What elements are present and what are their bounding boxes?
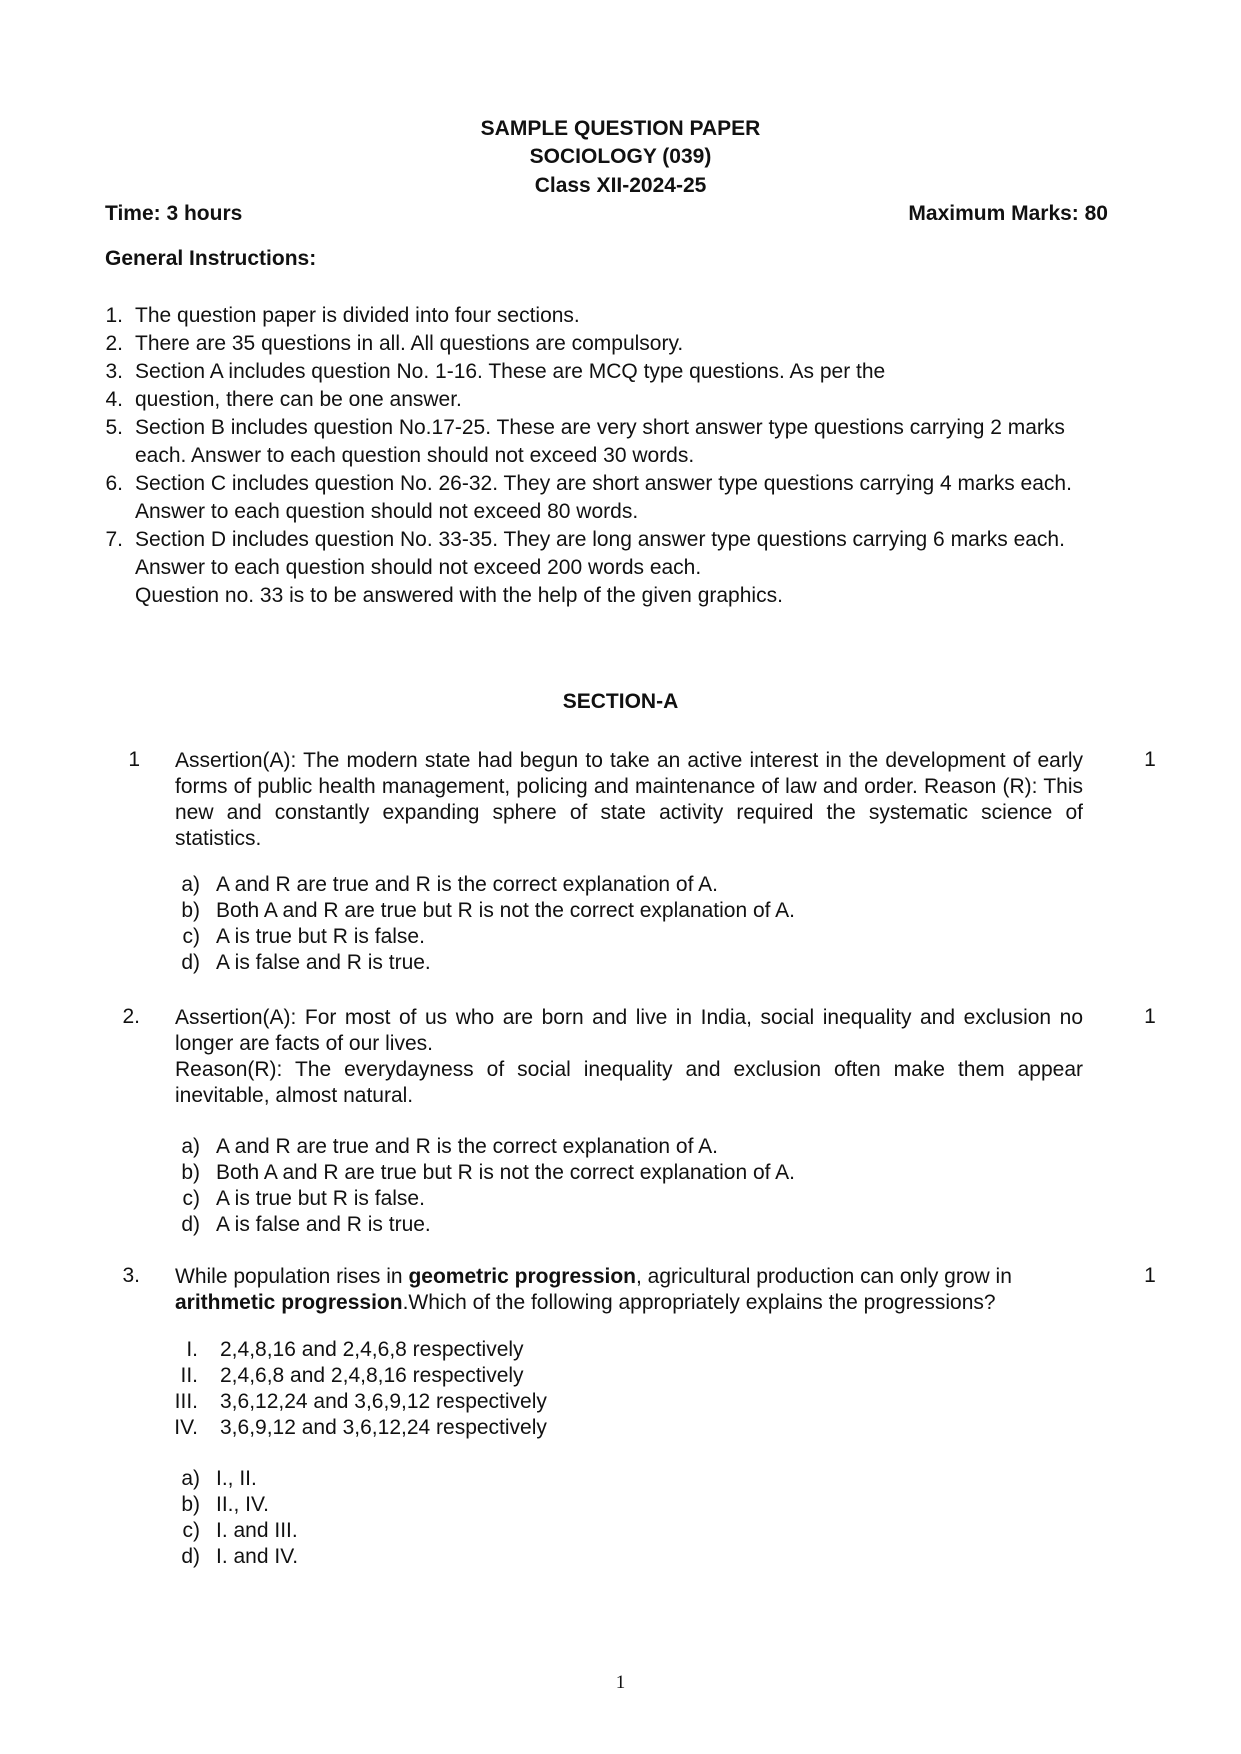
statement-item bbox=[150, 1337, 524, 1363]
instruction-item bbox=[93, 414, 1173, 442]
instruction-text: question, there can be one answer. bbox=[135, 388, 462, 411]
option-text: A is false and R is true. bbox=[216, 1213, 431, 1236]
question-number: 1 bbox=[128, 748, 140, 771]
statement-item bbox=[150, 1363, 524, 1389]
assertion-text: Assertion(A): For most of us who are born and live in India, social inequality and exclusion no longer are facts of our lives. bbox=[175, 1006, 1083, 1055]
option-item bbox=[172, 872, 718, 898]
question-marks: 1 bbox=[1144, 1264, 1156, 1287]
question-marks: 1 bbox=[1144, 1005, 1156, 1028]
instruction-continuation bbox=[93, 554, 1173, 582]
instruction-text: Question no. 33 is to be answered with the help of the given graphics. bbox=[135, 584, 783, 607]
option-item bbox=[172, 1492, 269, 1518]
instruction-item bbox=[93, 330, 1173, 358]
option-text: A and R are true and R is the correct explanation of A. bbox=[216, 1135, 718, 1158]
statement-label: I. bbox=[186, 1338, 198, 1361]
instruction-continuation bbox=[93, 442, 1173, 470]
statement-text: 3,6,12,24 and 3,6,9,12 respectively bbox=[220, 1390, 547, 1413]
option-label: a) bbox=[181, 1135, 200, 1158]
instruction-text: There are 35 questions in all. All questions are compulsory. bbox=[135, 332, 684, 355]
instruction-text: Section C includes question No. 26-32. They are short answer type questions carrying 4 marks each. bbox=[135, 472, 1072, 495]
instruction-number: 4. bbox=[105, 388, 123, 411]
question-text-part: While population rises in bbox=[175, 1265, 409, 1288]
option-text: A is true but R is false. bbox=[216, 1187, 425, 1210]
option-text: A is false and R is true. bbox=[216, 951, 431, 974]
statement-label: II. bbox=[180, 1364, 198, 1387]
option-item bbox=[172, 1544, 298, 1570]
instruction-continuation bbox=[93, 582, 1173, 610]
time-allowed: Time: 3 hours bbox=[105, 202, 243, 225]
instruction-text: The question paper is divided into four sections. bbox=[135, 304, 580, 327]
instruction-number: 3. bbox=[105, 360, 123, 383]
option-item bbox=[172, 898, 795, 924]
option-label: b) bbox=[181, 1493, 200, 1516]
instruction-text: Section A includes question No. 1-16. These are MCQ type questions. As per the bbox=[135, 360, 886, 383]
instruction-text: Section B includes question No.17-25. These are very short answer type questions carrying 2 marks bbox=[135, 416, 1065, 439]
instruction-item bbox=[93, 358, 1173, 386]
option-label: d) bbox=[181, 951, 200, 974]
option-item bbox=[172, 1186, 425, 1212]
question-text: Assertion(A): The modern state had begun to take an active interest in the development of early forms of public health management, policing and maintenance of law and order. Reason (R): This new and constantly expanding sphere of state activity required the systematic science of statistics. bbox=[175, 749, 1083, 850]
question-text-part: , agricultural production can only grow in bbox=[636, 1265, 1012, 1288]
option-item bbox=[172, 1466, 257, 1492]
instruction-text: Answer to each question should not exceed 80 words. bbox=[135, 500, 639, 523]
option-text: II., IV. bbox=[216, 1493, 269, 1516]
option-text: I., II. bbox=[216, 1467, 257, 1490]
paper-class: Class XII-2024-25 bbox=[534, 174, 707, 197]
option-text: I. and IV. bbox=[216, 1545, 299, 1568]
instructions-heading: General Instructions: bbox=[105, 247, 317, 270]
question-number: 2. bbox=[122, 1005, 140, 1028]
instruction-text: Section D includes question No. 33-35. They are long answer type questions carrying 6 marks each. bbox=[135, 528, 1065, 551]
option-label: c) bbox=[182, 1519, 200, 1542]
option-item bbox=[172, 1134, 718, 1160]
arithmetic-progression-term: arithmetic progression bbox=[175, 1291, 403, 1314]
statement-item bbox=[150, 1389, 547, 1415]
instruction-item bbox=[93, 302, 1173, 330]
statement-text: 3,6,9,12 and 3,6,12,24 respectively bbox=[220, 1416, 547, 1439]
option-label: a) bbox=[181, 873, 200, 896]
paper-subject: SOCIOLOGY (039) bbox=[529, 145, 712, 168]
statement-item bbox=[150, 1415, 547, 1441]
option-label: b) bbox=[181, 1161, 200, 1184]
instruction-text: Answer to each question should not exceed 200 words each. bbox=[135, 556, 702, 579]
instruction-number: 6. bbox=[105, 472, 123, 495]
question-number: 3. bbox=[122, 1264, 140, 1287]
general-instructions-list bbox=[93, 302, 1173, 610]
option-item bbox=[172, 924, 425, 950]
option-text: Both A and R are true but R is not the correct explanation of A. bbox=[216, 1161, 796, 1184]
option-label: b) bbox=[181, 899, 200, 922]
instruction-number: 1. bbox=[105, 304, 123, 327]
question-text bbox=[175, 1264, 1083, 1316]
reason-text: Reason(R): The everydayness of social inequality and exclusion often make them appear inevitable, almost natural. bbox=[175, 1058, 1083, 1107]
question-text-part: .Which of the following appropriately explains the progressions? bbox=[402, 1291, 996, 1314]
statement-text: 2,4,6,8 and 2,4,8,16 respectively bbox=[220, 1364, 524, 1387]
option-text: I. and III. bbox=[216, 1519, 298, 1542]
option-item bbox=[172, 1212, 431, 1238]
statement-label: IV. bbox=[174, 1416, 198, 1439]
statement-text: 2,4,8,16 and 2,4,6,8 respectively bbox=[220, 1338, 524, 1361]
instruction-item bbox=[93, 526, 1173, 554]
instruction-number: 2. bbox=[105, 332, 123, 355]
question-text bbox=[175, 1005, 1083, 1109]
geometric-progression-term: geometric progression bbox=[408, 1265, 637, 1288]
option-item bbox=[172, 1160, 795, 1186]
option-label: a) bbox=[181, 1467, 200, 1490]
option-label: c) bbox=[182, 925, 200, 948]
question-marks: 1 bbox=[1144, 748, 1156, 771]
option-text: A is true but R is false. bbox=[216, 925, 425, 948]
instruction-continuation bbox=[93, 498, 1173, 526]
section-a-heading: SECTION-A bbox=[562, 690, 679, 713]
option-label: d) bbox=[181, 1213, 200, 1236]
option-label: d) bbox=[181, 1545, 200, 1568]
instruction-item bbox=[93, 386, 1173, 414]
maximum-marks: Maximum Marks: 80 bbox=[908, 202, 1108, 225]
option-label: c) bbox=[182, 1187, 200, 1210]
instruction-item bbox=[93, 470, 1173, 498]
option-text: Both A and R are true but R is not the correct explanation of A. bbox=[216, 899, 796, 922]
instruction-number: 5. bbox=[105, 416, 123, 439]
option-item bbox=[172, 950, 431, 976]
option-item bbox=[172, 1518, 298, 1544]
statement-label: III. bbox=[174, 1390, 198, 1413]
page-number: 1 bbox=[615, 1672, 626, 1693]
option-text: A and R are true and R is the correct explanation of A. bbox=[216, 873, 718, 896]
instruction-text: each. Answer to each question should not exceed 30 words. bbox=[135, 444, 695, 467]
instruction-number: 7. bbox=[105, 528, 123, 551]
paper-title: SAMPLE QUESTION PAPER bbox=[480, 117, 761, 140]
